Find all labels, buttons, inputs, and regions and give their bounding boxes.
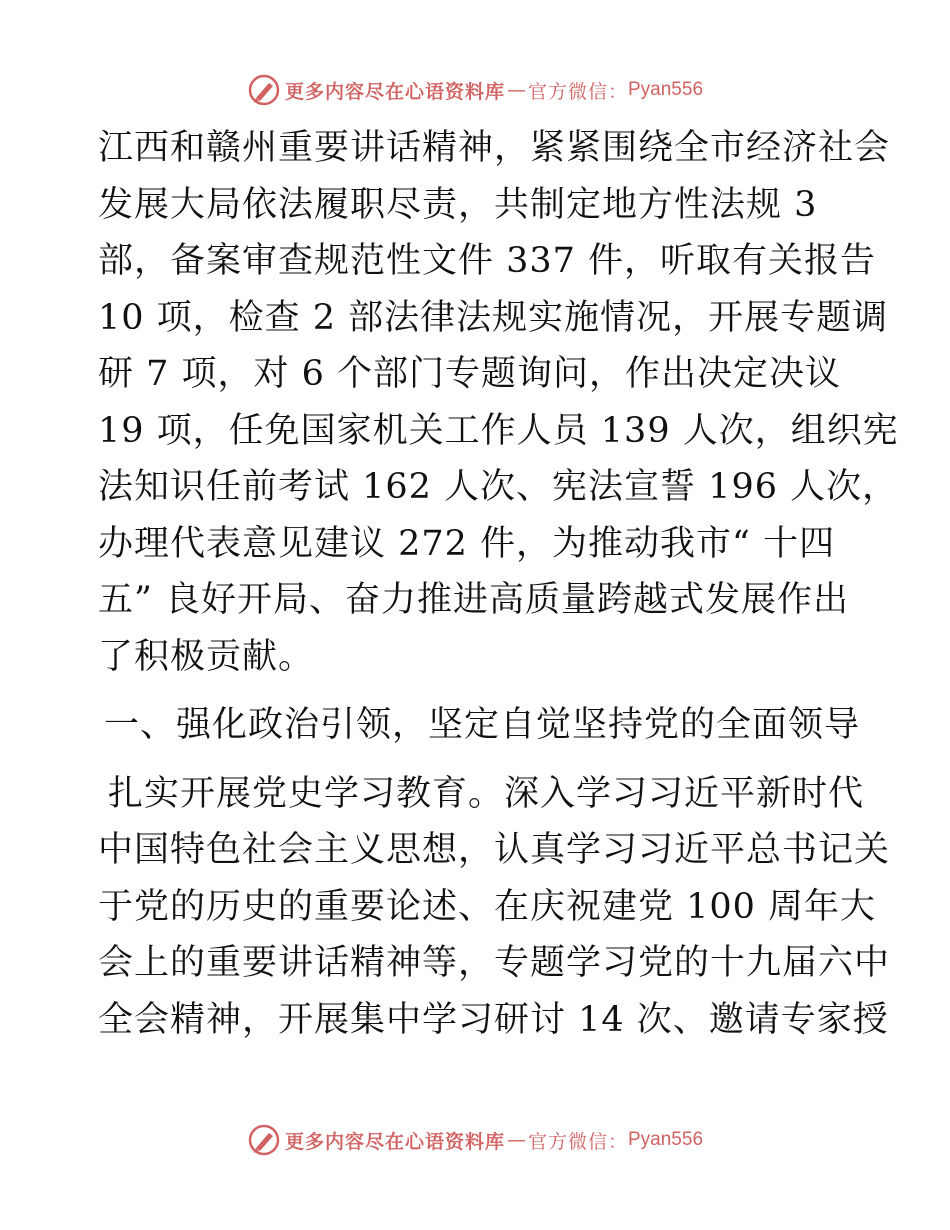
text-line: 了积极贡献。 [98,636,315,677]
watermark-separator: — [506,1129,526,1151]
text-line: 研 7 项，对 6 个部门专题询问，作出决定决议 [98,354,842,394]
text-line: 部，备案审查规范性文件 337 件，听取有关报告 [98,241,877,281]
text-line: 扎实开展党史学习教育。深入学习习近平新时代 [108,773,865,814]
watermark-id-label: 官方微信： [527,80,628,103]
text-line: 中国特色社会主义思想，认真学习习近平总书记关 [98,830,891,870]
text-line: 发展大局依法履职尽责，共制定地方性法规 3 [98,184,818,225]
header-watermark [0,70,950,110]
watermark-separator: — [506,79,526,101]
text-line: 10 项，检查 2 部法律法规实施情况，开展专题调 [98,297,889,338]
watermark-id-label: 官方微信： [527,1130,628,1153]
text-line: 江西和赣州重要讲话精神，紧紧围绕全市经济社会 [98,128,891,168]
footer-watermark [0,1120,950,1160]
paragraph-1 [98,120,899,685]
text-line: 于党的历史的重要论述、在庆祝建党 100 周年大 [98,886,877,927]
text-line: 会上的重要讲话精神等，专题学习党的十九届六中 [98,943,891,983]
section-heading: 一、强化政治引领，坚定自觉坚持党的全面领导 [104,705,861,745]
paragraph-2 [98,766,891,1049]
pen-logo-icon [247,73,281,107]
watermark-slogan: 更多内容尽在心语资料库 [284,1130,505,1153]
document-body [98,120,899,1048]
text-line: 19 项，任免国家机关工作人员 139 人次，组织宪 [98,410,899,451]
text-line: 全会精神，开展集中学习研讨 14 次、邀请专家授 [98,999,889,1040]
watermark-slogan: 更多内容尽在心语资料库 [284,80,505,103]
watermark-wechat-id: Pyan556 [628,79,704,100]
watermark-wechat-id: Pyan556 [628,1129,704,1150]
text-line: 法知识任前考试 162 人次、宪法宣誓 196 人次， [98,467,899,507]
text-line: 办理代表意见建议 272 件，为推动我市“ 十四 [98,523,836,564]
pen-logo-icon [247,1123,281,1157]
text-line: 五” 良好开局、奋力推进高质量跨越式发展作出 [98,580,850,620]
